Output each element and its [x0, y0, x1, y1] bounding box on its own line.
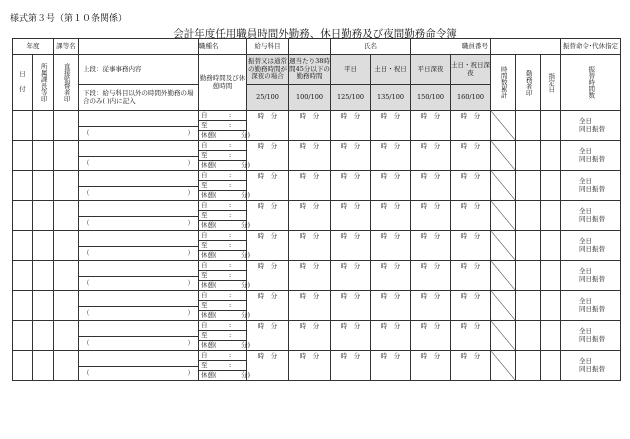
work-time-field[interactable]: 自 : 至 : 休憩( 分)	[199, 111, 247, 141]
entry-row-upper	[13, 231, 621, 247]
hours-total-field[interactable]	[491, 321, 516, 351]
substitute-field[interactable]: 全日 同日振替	[561, 201, 621, 231]
entry-row-upper	[13, 351, 621, 367]
supervisor-seal-field[interactable]	[54, 321, 79, 351]
designated-day-field[interactable]	[541, 171, 561, 201]
supervisor-seal-field[interactable]	[54, 261, 79, 291]
substitute-order-label: 振替命令･代休指定	[561, 39, 621, 55]
hours-field[interactable]: 時 分	[451, 321, 491, 351]
rate-125: 125/100	[331, 85, 371, 111]
hours-total-field[interactable]	[491, 111, 516, 141]
hours-field[interactable]: 時 分	[247, 231, 289, 261]
hours-field[interactable]: 時 分	[247, 351, 289, 381]
form-number: 様式第３号（第１０条関係）	[10, 14, 128, 24]
work-time-field[interactable]: 自 : 至 : 休憩( 分)	[199, 201, 247, 231]
supervisor-seal-field[interactable]	[54, 231, 79, 261]
hours-field[interactable]: 時 分	[451, 231, 491, 261]
work-time-field[interactable]: 自 : 至 : 休憩( 分)	[199, 141, 247, 171]
work-time-field[interactable]: 自 : 至 : 休憩( 分)	[199, 261, 247, 291]
hours-field[interactable]: 時 分	[247, 321, 289, 351]
task-content-field[interactable]	[79, 201, 199, 217]
hours-field[interactable]: 時 分	[289, 261, 331, 291]
hours-field[interactable]: 時 分	[247, 291, 289, 321]
day-field[interactable]	[13, 141, 33, 171]
hours-field[interactable]: 時 分	[411, 351, 451, 381]
hours-field[interactable]: 時 分	[331, 201, 371, 231]
hours-field[interactable]: 時 分	[247, 111, 289, 141]
designated-day-field[interactable]	[541, 231, 561, 261]
hours-field[interactable]: 時 分	[331, 171, 371, 201]
employee-no-label: 職員番号	[411, 39, 491, 55]
hours-field[interactable]: 時 分	[331, 291, 371, 321]
day-field[interactable]	[13, 231, 33, 261]
hours-total-field[interactable]	[491, 261, 516, 291]
dept-head-seal-field[interactable]	[33, 111, 54, 141]
hours-total-field[interactable]	[491, 291, 516, 321]
section-label: 課等名	[54, 39, 79, 55]
hours-field[interactable]: 時 分	[371, 111, 411, 141]
col-worker-seal: 勤務者印	[516, 55, 541, 111]
col-upper-label: 上段：従事事務内容	[79, 55, 199, 85]
supervisor-seal-field[interactable]	[54, 141, 79, 171]
work-time-field[interactable]: 自 : 至 : 休憩( 分)	[199, 171, 247, 201]
hours-total-field[interactable]	[491, 171, 516, 201]
hours-field[interactable]: 時 分	[411, 291, 451, 321]
hours-field[interactable]: 時 分	[289, 111, 331, 141]
name-label: 氏名	[331, 39, 411, 55]
task-content-field[interactable]	[79, 111, 199, 127]
task-content-field[interactable]	[79, 141, 199, 157]
worker-seal-field[interactable]	[516, 141, 541, 171]
hours-field[interactable]: 時 分	[451, 201, 491, 231]
task-content-field[interactable]	[79, 231, 199, 247]
worker-seal-field[interactable]	[516, 201, 541, 231]
section-value-field[interactable]	[79, 39, 199, 55]
work-time-field[interactable]: 自 : 至 : 休憩( 分)	[199, 321, 247, 351]
substitute-field[interactable]: 全日 同日振替	[561, 261, 621, 291]
dept-head-seal-field[interactable]	[33, 141, 54, 171]
supervisor-seal-field[interactable]	[54, 111, 79, 141]
rate-100: 100/100	[289, 85, 331, 111]
hours-field[interactable]: 時 分	[451, 111, 491, 141]
day-field[interactable]	[13, 111, 33, 141]
entry-row-upper	[13, 111, 621, 127]
col-hours-total: 時間数累計	[491, 55, 516, 111]
hours-field[interactable]: 時 分	[247, 141, 289, 171]
supervisor-seal-field[interactable]	[54, 171, 79, 201]
non-pay-item-field[interactable]: （ ）	[79, 186, 199, 200]
col-ot-weekly: 週当たり38時間45分以下の勤務時間	[289, 55, 331, 85]
col-sub-hours: 振替時間数	[561, 55, 621, 111]
hours-field[interactable]: 時 分	[331, 351, 371, 381]
substitute-field[interactable]: 全日 同日振替	[561, 171, 621, 201]
non-pay-item-field[interactable]: （ ）	[79, 306, 199, 320]
dept-head-seal-field[interactable]	[33, 351, 54, 381]
substitute-field[interactable]: 全日 同日振替	[561, 231, 621, 261]
page-title: 会計年度任用職員時間外勤務、休日勤務及び夜間勤務命令簿	[173, 28, 457, 40]
hours-field[interactable]: 時 分	[451, 351, 491, 381]
designated-day-field[interactable]	[541, 111, 561, 141]
hours-field[interactable]: 時 分	[411, 171, 451, 201]
col-day-label: 日 付	[13, 55, 33, 111]
dept-head-seal-field[interactable]	[33, 171, 54, 201]
hours-field[interactable]: 時 分	[289, 351, 331, 381]
supervisor-seal-field[interactable]	[54, 351, 79, 381]
rate-25: 25/100	[247, 85, 289, 111]
dept-head-seal-field[interactable]	[33, 261, 54, 291]
non-pay-item-field[interactable]: （ ）	[79, 246, 199, 260]
job-title-label: 職種名	[199, 39, 247, 55]
entry-row-upper	[13, 291, 621, 307]
designated-day-field[interactable]	[541, 141, 561, 171]
work-time-field[interactable]: 自 : 至 : 休憩( 分)	[199, 231, 247, 261]
task-content-field[interactable]	[79, 261, 199, 277]
day-field[interactable]	[13, 351, 33, 381]
hours-field[interactable]: 時 分	[371, 351, 411, 381]
entry-row-upper	[13, 261, 621, 277]
worker-seal-field[interactable]	[516, 111, 541, 141]
substitute-field[interactable]: 全日 同日振替	[561, 141, 621, 171]
col-supervisor-seal: 直接監督者印	[54, 55, 79, 111]
rate-160: 160/100	[451, 85, 491, 111]
dept-head-seal-field[interactable]	[33, 201, 54, 231]
pay-item-label: 給与科目	[247, 39, 289, 55]
col-dept-head-seal: 所属課長等印	[33, 55, 54, 111]
work-time-field[interactable]: 自 : 至 : 休憩( 分)	[199, 351, 247, 381]
hours-field[interactable]: 時 分	[331, 141, 371, 171]
day-field[interactable]	[13, 171, 33, 201]
supervisor-seal-field[interactable]	[54, 201, 79, 231]
dept-head-seal-field[interactable]	[33, 321, 54, 351]
substitute-field[interactable]: 全日 同日振替	[561, 291, 621, 321]
dept-head-seal-field[interactable]	[33, 291, 54, 321]
hours-field[interactable]: 時 分	[247, 201, 289, 231]
non-pay-item-field[interactable]: （ ）	[79, 216, 199, 230]
col-cat-satsun: 土日・祝日	[371, 55, 411, 85]
hours-field[interactable]: 時 分	[411, 201, 451, 231]
hours-total-field[interactable]	[491, 231, 516, 261]
entry-row-upper	[13, 321, 621, 337]
hours-field[interactable]: 時 分	[331, 321, 371, 351]
hours-field[interactable]: 時 分	[371, 291, 411, 321]
hours-field[interactable]: 時 分	[371, 231, 411, 261]
hours-field[interactable]: 時 分	[411, 261, 451, 291]
hours-field[interactable]: 時 分	[289, 291, 331, 321]
worker-seal-field[interactable]	[516, 291, 541, 321]
hours-total-field[interactable]	[491, 351, 516, 381]
hours-field[interactable]: 時 分	[289, 141, 331, 171]
worker-seal-field[interactable]	[516, 171, 541, 201]
designated-day-field[interactable]	[541, 201, 561, 231]
col-designated-day: 指定日	[541, 55, 561, 111]
col-cat-holiday-night: 土日・祝日深夜	[451, 55, 491, 85]
hours-field[interactable]: 時 分	[371, 321, 411, 351]
hours-field[interactable]: 時 分	[451, 141, 491, 171]
hours-field[interactable]: 時 分	[451, 291, 491, 321]
non-pay-item-field[interactable]: （ ）	[79, 366, 199, 380]
non-pay-item-field[interactable]: （ ）	[79, 156, 199, 170]
column-header-row-1	[13, 55, 621, 85]
worker-seal-field[interactable]	[516, 261, 541, 291]
hours-field[interactable]: 時 分	[247, 261, 289, 291]
rate-135: 135/100	[371, 85, 411, 111]
hours-field[interactable]: 時 分	[331, 231, 371, 261]
task-content-field[interactable]	[79, 291, 199, 307]
col-work-time-label: 勤務時間及び休憩時間	[199, 55, 247, 111]
task-content-field[interactable]	[79, 321, 199, 337]
work-time-field[interactable]: 自 : 至 : 休憩( 分)	[199, 291, 247, 321]
employee-no-field[interactable]	[491, 39, 561, 55]
hours-field[interactable]: 時 分	[371, 141, 411, 171]
substitute-field[interactable]: 全日 同日振替	[561, 111, 621, 141]
hours-field[interactable]: 時 分	[451, 171, 491, 201]
col-cat-weekday: 平日	[331, 55, 371, 85]
hours-total-field[interactable]	[491, 141, 516, 171]
designated-day-field[interactable]	[541, 351, 561, 381]
designated-day-field[interactable]	[541, 261, 561, 291]
day-field[interactable]	[13, 261, 33, 291]
entry-row-upper	[13, 141, 621, 157]
non-pay-item-field[interactable]: （ ）	[79, 126, 199, 140]
designated-day-field[interactable]	[541, 291, 561, 321]
hours-field[interactable]: 時 分	[411, 231, 451, 261]
day-field[interactable]	[13, 201, 33, 231]
hours-field[interactable]: 時 分	[331, 111, 371, 141]
worker-seal-field[interactable]	[516, 351, 541, 381]
worker-seal-field[interactable]	[516, 321, 541, 351]
substitute-field[interactable]: 全日 同日振替	[561, 321, 621, 351]
col-cat-weekday-night: 平日深夜	[411, 55, 451, 85]
non-pay-item-field[interactable]: （ ）	[79, 276, 199, 290]
order-ledger-table	[12, 38, 621, 381]
year-label: 年度	[13, 39, 54, 55]
hours-field[interactable]: 時 分	[411, 111, 451, 141]
non-pay-item-field[interactable]: （ ）	[79, 336, 199, 350]
task-content-field[interactable]	[79, 351, 199, 367]
col-lower-label: 下段：給与科目以外の時間外勤務の場合のみ( )内に記入	[79, 85, 199, 111]
hours-field[interactable]: 時 分	[411, 321, 451, 351]
hours-field[interactable]: 時 分	[411, 141, 451, 171]
designated-day-field[interactable]	[541, 321, 561, 351]
worker-seal-field[interactable]	[516, 231, 541, 261]
hours-field[interactable]: 時 分	[289, 171, 331, 201]
header-row	[13, 39, 621, 55]
hours-field[interactable]: 時 分	[451, 261, 491, 291]
rate-150: 150/100	[411, 85, 451, 111]
hours-field[interactable]: 時 分	[247, 171, 289, 201]
day-field[interactable]	[13, 291, 33, 321]
col-ot-regular: 振替又は通常の勤務時間が深夜の場合	[247, 55, 289, 85]
entry-row-upper	[13, 201, 621, 217]
hours-field[interactable]: 時 分	[289, 321, 331, 351]
hours-field[interactable]: 時 分	[371, 171, 411, 201]
hours-total-field[interactable]	[491, 201, 516, 231]
substitute-field[interactable]: 全日 同日振替	[561, 351, 621, 381]
hours-field[interactable]: 時 分	[371, 201, 411, 231]
dept-head-seal-field[interactable]	[33, 231, 54, 261]
day-field[interactable]	[13, 321, 33, 351]
task-content-field[interactable]	[79, 171, 199, 187]
supervisor-seal-field[interactable]	[54, 291, 79, 321]
hours-field[interactable]: 時 分	[371, 261, 411, 291]
pay-item-field[interactable]	[289, 39, 331, 55]
hours-field[interactable]: 時 分	[289, 231, 331, 261]
hours-field[interactable]: 時 分	[331, 261, 371, 291]
entry-row-upper	[13, 171, 621, 187]
hours-field[interactable]: 時 分	[289, 201, 331, 231]
